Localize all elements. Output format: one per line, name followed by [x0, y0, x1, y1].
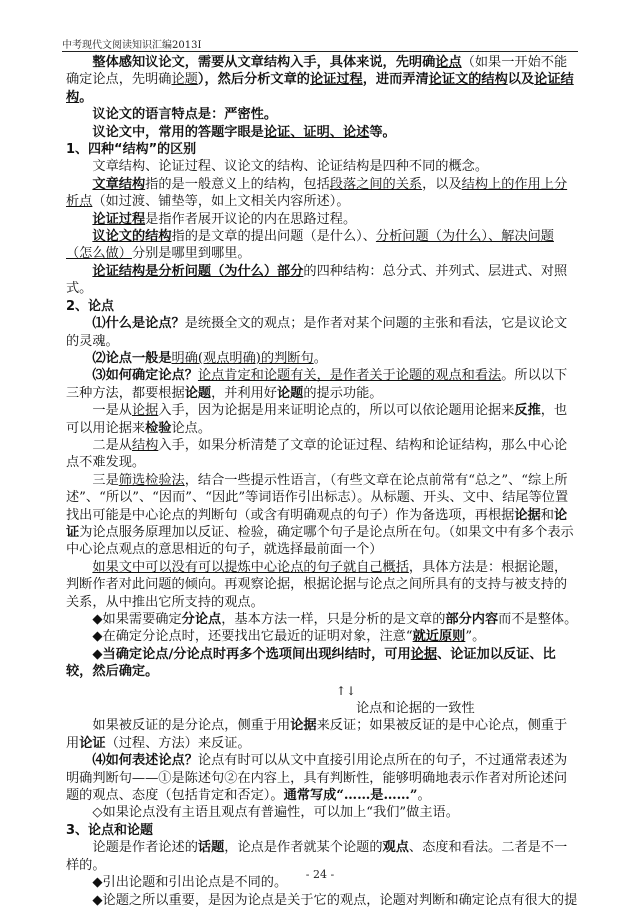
- page-number: - 24 -: [305, 868, 335, 881]
- sec1-paragraph-5: [66, 263, 578, 298]
- section-2-title: 2、论点: [66, 298, 115, 314]
- sec3-p1-bold-topic: 话题: [197, 840, 225, 856]
- sec2-m3-text-3: 和: [540, 507, 554, 523]
- sec1-paragraph-2: [66, 176, 578, 211]
- sec2-m1-text-1: 一是从: [92, 403, 132, 419]
- consistency-label: 论点和论据的一致性: [356, 701, 475, 717]
- answer-words-text-1: 议论文中，常用的答题字眼是: [92, 124, 264, 140]
- answer-words-text-2: 等。: [369, 124, 396, 140]
- sec2-rev-text-2: 来反证；如果被反证的是中心论点，侧重于用: [66, 718, 568, 751]
- sec2-q3-bold-topic-1: 论题: [184, 385, 212, 401]
- sec2-m3-bold-evidence: 论据: [514, 507, 541, 523]
- sec2-m1-text-3: ，也可以用论据来: [66, 403, 568, 436]
- sec1-term-argument-process: 论证过程: [92, 211, 146, 227]
- answer-words-term: 论证、证明、论述: [263, 124, 370, 140]
- sec1-p4-text-2: 分别是哪里到哪里。: [131, 246, 251, 262]
- sec1-term-article-structure: 文章结构: [92, 176, 146, 192]
- sec2-m3-bold-argument: 论证: [66, 507, 568, 540]
- sec3-p1-bold-view: 观点: [382, 840, 409, 856]
- sec3-p1-text-3: 、态度和看法。二者是不一样的。: [66, 840, 568, 873]
- intro-term-essay-structure: 论证文的结构: [428, 72, 508, 88]
- sec2-d2-text-1: ◆在确定分论点时，还要找出它最近的证明对象，注意“: [92, 629, 413, 645]
- sec2-question-4: [66, 752, 578, 804]
- sec2-d1-bold-part: 部分内容: [445, 612, 499, 627]
- sec2-note: ◇如果论点没有主语且观点有普遍性，可以加上“我们”做主语。: [92, 805, 459, 821]
- sec2-d1-text-3: 而不是整体。: [498, 612, 578, 627]
- sec2-m1-text-4: 论点。: [171, 420, 212, 436]
- sec2-d2-term-nearest: 就近原则: [412, 629, 466, 645]
- sec2-rev-text-3: （过程、方法）来反证。: [105, 735, 251, 751]
- sec1-paragraph-4: [66, 228, 578, 263]
- sec2-d1-text-1: ◆如果需要确定: [92, 612, 182, 627]
- sec2-q2-text: 。: [313, 350, 327, 366]
- intro-text-1: （如果一开始不能确定论点，先明确: [66, 55, 568, 88]
- sec2-q4-text-1: 论点有时可以从文中直接引用论点所在的句子，不过通常表述为明确判断句——①是陈述句②在内容上，具有判断性，能够明确地表示作者对所论述问题的观点、态度（包括肯定和否定）。: [66, 753, 568, 804]
- sec1-p3-text: 是指作者展开议论的内在思路过程。: [145, 211, 357, 227]
- sec2-m1-bold-reverse: 反推: [514, 403, 541, 419]
- header-rule: [62, 51, 578, 52]
- answer-words-paragraph: [66, 124, 578, 141]
- sec2-q3-label: ⑶如何确定论点？: [92, 368, 198, 384]
- sec1-term-essay-structure: 议论文的结构: [92, 229, 172, 245]
- sec2-m1-text-2: 入手，因为论据是用来证明论点的，所以可以依论题用论据来: [158, 403, 515, 419]
- sec2-diamond-3: [66, 646, 578, 681]
- sec2-m2-text-1: 二是从: [92, 437, 132, 453]
- sec2-d3-bold-1: ◆当确定论点/分论点时再多个选项间出现纠结时，可用: [92, 646, 411, 662]
- sec2-reverse-paragraph: [66, 717, 578, 752]
- sec2-rev-bold-evidence: 论据: [290, 718, 317, 734]
- sec2-m4-text: ，具体方法是：根据论题，判断作者对此问题的倾向。再观察论据，根据论据与论点之间所具有的支持与被支持的关系，从中推出它所支持的观点。: [66, 559, 568, 610]
- sec2-q3-term: 论点肯定和论题有关，是作者关于论题的观点和看法: [197, 368, 502, 384]
- sec2-q3-bold-topic-2: 论题: [277, 385, 304, 401]
- intro-text-2: ），然后分析文章的: [197, 72, 310, 88]
- page-header: 中考现代文阅读知识汇编2013Ⅰ: [62, 40, 202, 51]
- intro-text-3: ，进而弄清: [362, 72, 429, 88]
- intro-text-5: 。: [79, 89, 93, 105]
- sec2-diamond-2: [66, 628, 578, 645]
- language-feature-text: 议论文的语言特点是：严密性。: [92, 107, 278, 123]
- page-content: [66, 54, 578, 909]
- sec1-p2-text-2: ，以及: [422, 176, 462, 192]
- sec2-q4-bold-format: 通常写成“……是……”: [283, 788, 418, 804]
- sec1-paragraph-1: 文章结构、论证过程、议论文的结构、论证结构是四种不同的概念。: [92, 159, 489, 175]
- sec2-q3-text-2: ，并利用好: [211, 385, 277, 401]
- sec2-q4-text-2: 。: [417, 788, 431, 804]
- sec2-d3-bold-2: 、论证加以反证、比较，然后确定。: [66, 646, 556, 680]
- sec2-m3-text-2: ，结合一些提示性语言，（有些文章在论点前常有“总之”、“综上所述”、“所以”、“因而”、“因此”等词语作引出标志）。从标题、开头、文中、结尾等位置找出可能是中心论点的判断句（或含有明确观点的句子）作为备选项，再根据: [66, 472, 569, 523]
- intro-text-4: 以及: [507, 72, 535, 88]
- intro-bold-text: 整体感知议论文，需要从文章结构入手，具体来说，先明确: [92, 55, 436, 70]
- sec2-q2-term: 明确(观点明确)的判断句: [171, 350, 314, 366]
- sec2-m3-text-4: 为论点服务原理加以反证、检验，确定哪个句子是论点所在句。（如果文中有多个表示中心论点观点的意思相近的句子，就选择最前面一个）: [66, 524, 574, 558]
- sec2-method-3: [66, 472, 578, 559]
- sec2-d3-term-evidence: 论据: [410, 646, 438, 662]
- intro-paragraph: [66, 54, 578, 106]
- section-1-title: 1、四种“结构”的区别: [66, 142, 197, 158]
- sec2-q4-label: ⑷如何表述论点？: [92, 753, 198, 769]
- sec2-q2-label: ⑵论点一般是: [92, 350, 172, 366]
- sec2-m1-bold-verify: 检验: [145, 420, 172, 436]
- sec2-d1-text-2: ，基本方法一样，只是分析的是文章的: [221, 612, 446, 627]
- sec1-p2-text-1: 指的是一般意义上的结构，包括: [145, 176, 330, 192]
- sec3-p1-text-1: 论题是作者论述的: [92, 840, 198, 856]
- sec2-q3-text-3: 的提示功能。: [303, 385, 383, 401]
- sec2-q1-text: 是统摄全文的观点；是作者对某个问题的主张和看法，它是议论文的灵魂。: [66, 316, 568, 349]
- sec2-d2-text-2: ”。: [465, 629, 486, 645]
- sec3-diamond-1: ◆引出论题和引出论点是不同的。: [92, 875, 288, 891]
- intro-term-thesis: 论点: [435, 55, 462, 70]
- sec2-question-2: [66, 350, 578, 367]
- sec2-m4-term: 如果文中可以没有可以提炼中心论点的句子就自己概括: [92, 559, 409, 575]
- sec2-question-3: [66, 367, 578, 402]
- sec2-m3-text-1: 三是: [92, 472, 119, 488]
- sec1-term-analyze-solve: 分析问题（为什么）、解决问题（怎么做）: [66, 229, 554, 262]
- intro-term-topic: 论题: [171, 72, 198, 88]
- sec2-m1-term-evidence: 论据: [131, 403, 159, 419]
- sec2-m3-term-filter: 筛选检验法: [118, 472, 185, 488]
- sec1-paragraph-3: [66, 211, 578, 228]
- language-feature-paragraph: [66, 106, 578, 123]
- sec2-method-1: [66, 402, 578, 437]
- sec1-term-argument-structure: 论证结构是分析问题（为什么）部分: [92, 263, 304, 279]
- section-3-title: 3、论点和论题: [66, 822, 154, 838]
- sec2-q3-text-1: 。所以以下三种方法，都要根据: [66, 368, 568, 401]
- sec2-d1-bold-sub-thesis: 分论点: [181, 612, 222, 627]
- sec2-method-2: [66, 437, 578, 472]
- sec2-rev-text-1: 如果被反证的是分论点，侧重于用: [92, 718, 291, 734]
- intro-term-process: 论证过程: [309, 72, 363, 88]
- sec1-term-structural-role: 结构上的作用上分析点: [66, 176, 568, 210]
- sec1-p2-text-3: （如过渡、铺垫等，如上文相关内容所述）。: [92, 194, 350, 210]
- sec1-p4-text-1: 指的是文章的提出问题（是什么）、: [171, 229, 376, 245]
- sec1-p5-text: 的四种结构：总分式、并列式、层进式、对照式。: [66, 263, 568, 297]
- up-down-arrows: ↑↓: [336, 683, 357, 698]
- sec2-question-1: [66, 315, 578, 350]
- sec3-diamond-2: ◆论题之所以重要，是因为论点是关于它的观点，论题对判断和确定论点有很大的提: [92, 892, 578, 908]
- sec2-diamond-1: [66, 611, 578, 628]
- sec2-q1-label: ⑴什么是论点？: [92, 316, 185, 332]
- sec2-m2-term-structure: 结构: [131, 437, 159, 453]
- sec3-p1-text-2: ，论点是作者就某个论题的: [224, 840, 383, 856]
- sec2-rev-bold-argument: 论证: [79, 735, 106, 751]
- intro-term-argument-structure: 论证结构: [66, 72, 574, 105]
- sec1-term-paragraph-relations: 段落之间的关系: [329, 176, 423, 192]
- sec2-method-4: [66, 559, 578, 611]
- sec2-m2-text-2: 入手，如果分析清楚了文章的论证过程、结构和论证结构，那么中心论点不难发现。: [66, 437, 568, 471]
